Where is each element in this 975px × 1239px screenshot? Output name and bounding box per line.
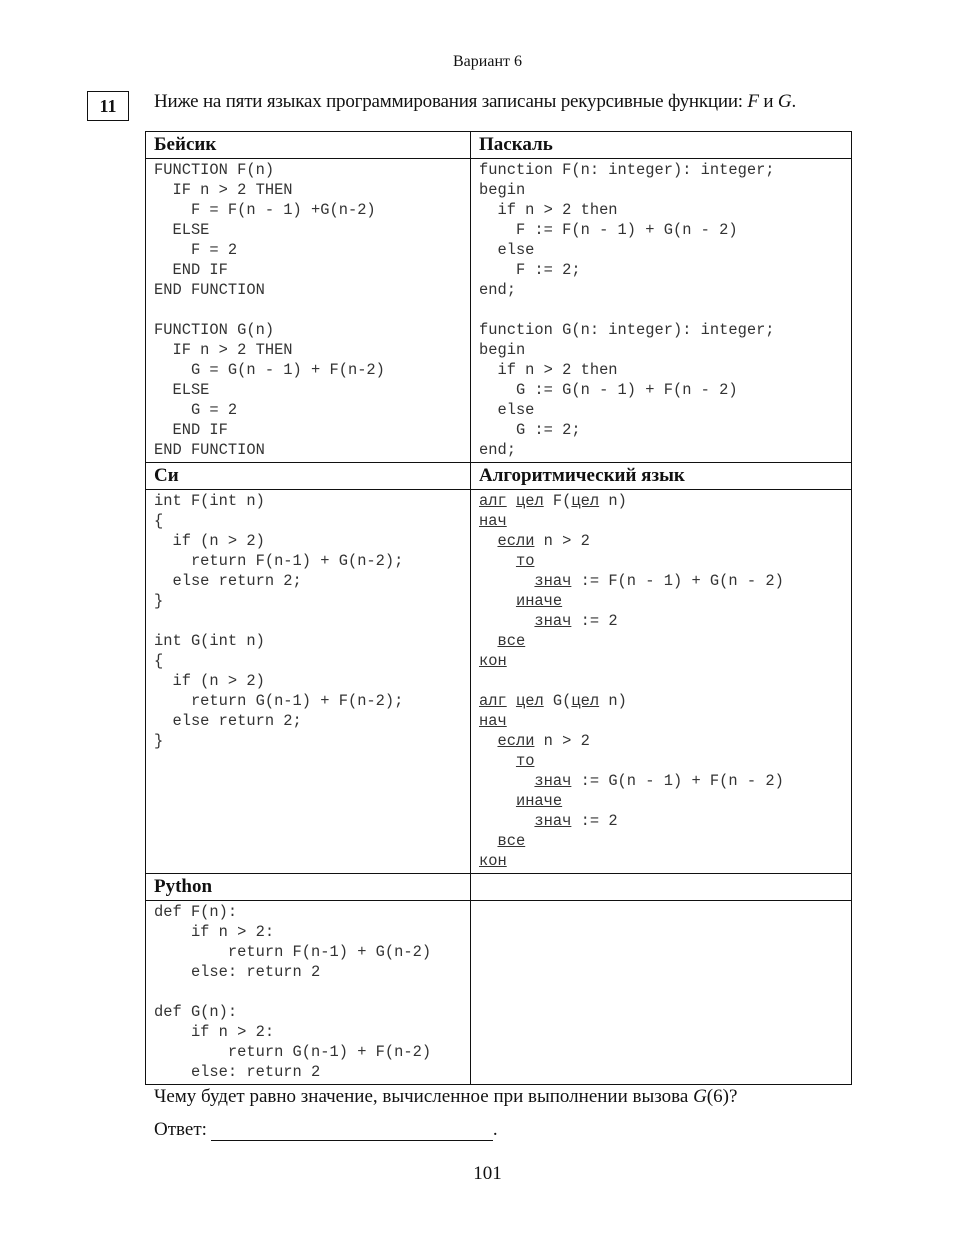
basic-cell bbox=[146, 159, 471, 463]
c-code: int F(int n) { if (n > 2) return F(n-1) + G(n-2); else return 2; } int G(int n) { if (n > 2) return G(n-1) + F(n-2); else return 2; } bbox=[154, 492, 404, 750]
task-number-box: 11 bbox=[87, 91, 129, 121]
empty-header bbox=[471, 874, 852, 901]
question-function-name: G bbox=[693, 1086, 707, 1107]
algo-cell bbox=[471, 490, 852, 874]
question-main: Чему будет равно значение, вычисленное при выполнении вызова bbox=[154, 1086, 694, 1107]
variant-header: Вариант 6 bbox=[453, 53, 522, 70]
answer-line bbox=[154, 1119, 498, 1141]
task-text-and: и bbox=[758, 91, 778, 112]
python-header: Python bbox=[146, 874, 471, 901]
pascal-header: Паскаль bbox=[471, 132, 852, 159]
pascal-cell bbox=[471, 159, 852, 463]
basic-code: FUNCTION F(n) IF n > 2 THEN F = F(n - 1) +G(n-2) ELSE F = 2 END IF END FUNCTION FUNCTION G(n) IF n > 2 THEN G = G(n - 1) + F(n-2) ELSE G = 2 END IF END FUNCTION bbox=[154, 161, 385, 459]
task-text bbox=[154, 91, 796, 113]
empty-cell bbox=[471, 901, 852, 1085]
page-number: 101 bbox=[473, 1163, 502, 1184]
algo-header: Алгоритмический язык bbox=[471, 463, 852, 490]
pascal-code: function F(n: integer): integer; begin if n > 2 then F := F(n - 1) + G(n - 2) else F := 2; end; function G(n: integer): integer; begin if n > 2 then G := G(n - 1) + F(n - 2) else G := 2; end; bbox=[479, 161, 775, 459]
python-cell bbox=[146, 901, 471, 1085]
code-table bbox=[145, 131, 852, 1085]
algo-code: алг цел F(цел n) нач если n > 2 то знач := F(n - 1) + G(n - 2) иначе знач := 2 все кон алг цел G(цел n) нач если n > 2 то знач := G(n - 1) + F(n - 2) иначе знач := 2 все кон bbox=[479, 492, 784, 870]
function-f-name: F bbox=[747, 91, 759, 112]
c-header: Си bbox=[146, 463, 471, 490]
python-code: def F(n): if n > 2: return F(n-1) + G(n-2) else: return 2 def G(n): if n > 2: return G(n-1) + F(n-2) else: return 2 bbox=[154, 903, 432, 1081]
c-cell bbox=[146, 490, 471, 874]
basic-header: Бейсик bbox=[146, 132, 471, 159]
answer-label: Ответ: bbox=[154, 1119, 207, 1140]
task-text-period: . bbox=[791, 91, 796, 112]
question-call-arg: (6)? bbox=[706, 1086, 738, 1107]
task-text-main: Ниже на пяти языках программирования записаны рекурсивные функции: bbox=[154, 91, 748, 112]
function-g-name: G bbox=[777, 91, 792, 112]
answer-end: . bbox=[492, 1119, 498, 1140]
answer-field[interactable] bbox=[211, 1120, 493, 1141]
question-text bbox=[154, 1086, 737, 1108]
